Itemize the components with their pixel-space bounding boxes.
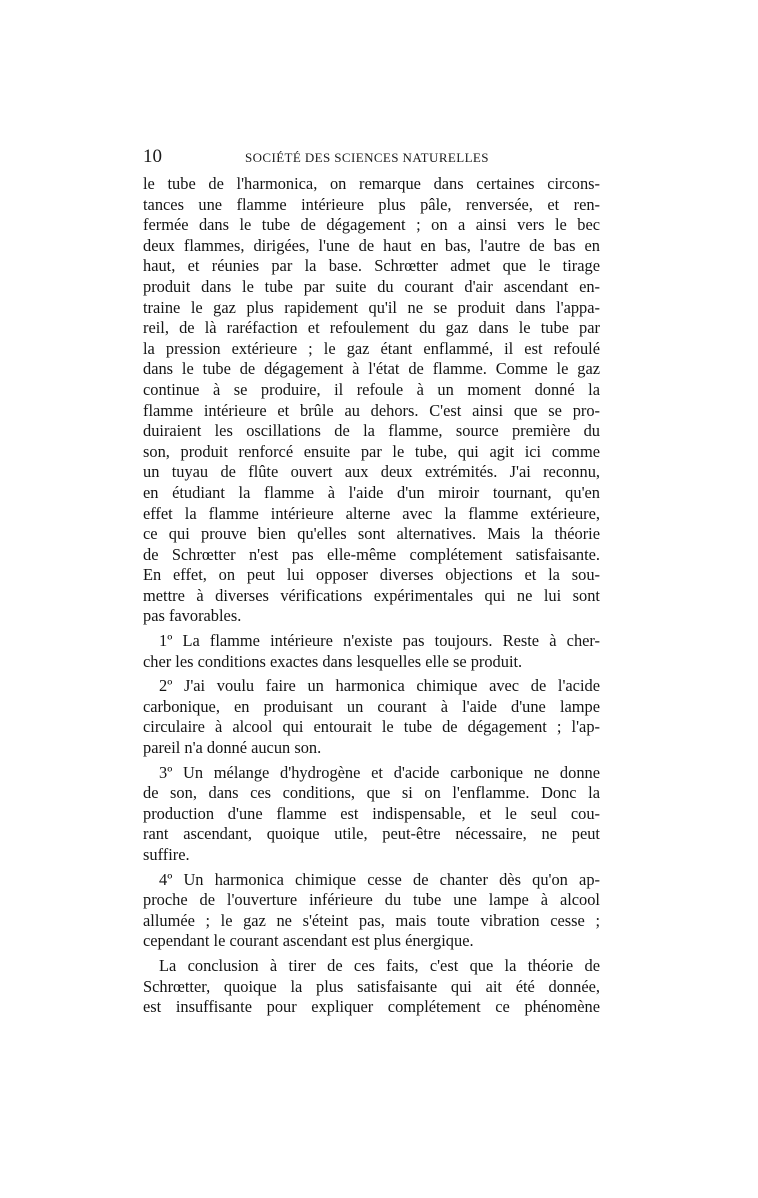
text-line: allumée ; le gaz ne s'éteint pas, mais toute vibration cesse ; — [143, 910, 600, 930]
page-header — [143, 146, 600, 170]
text-line: son, produit renforcé ensuite par le tube, qui agit ici comme — [143, 441, 600, 461]
text-line: reil, de là raréfaction et refoulement du gaz dans le tube par — [143, 318, 600, 338]
text-line: traine le gaz plus rapidement qu'il ne se produit dans l'appa- — [143, 297, 600, 317]
text-line: tances une flamme intérieure plus pâle, renversée, et ren- — [143, 194, 600, 214]
text-line: carbonique, en produisant un courant à l'aide d'une lampe — [143, 696, 600, 716]
text-line: 1º La flamme intérieure n'existe pas toujours. Reste à cher- — [159, 631, 600, 651]
text-line: flamme intérieure et brûle au dehors. C'est ainsi que se pro- — [143, 400, 600, 420]
text-line: fermée dans le tube de dégagement ; on a ainsi vers le bec — [143, 215, 600, 235]
text-line: cher les conditions exactes dans lesquelles elle se produit. — [143, 651, 523, 671]
text-line: 2º J'ai voulu faire un harmonica chimique avec de l'acide — [159, 676, 600, 696]
text-line: proche de l'ouverture inférieure du tube une lampe à alcool — [143, 890, 600, 910]
text-line: de Schrœtter n'est pas elle-même complétement satisfaisante. — [143, 544, 600, 564]
paragraph — [143, 174, 600, 627]
paragraph — [143, 870, 600, 952]
text-line: la pression extérieure ; le gaz étant enflammé, il est refoulé — [143, 338, 600, 358]
text-line: cependant le courant ascendant est plus énergique. — [143, 931, 474, 951]
text-line: circulaire à alcool qui entourait le tube de dégagement ; l'ap- — [143, 717, 600, 737]
text-line: le tube de l'harmonica, on remarque dans certaines circons- — [143, 174, 600, 193]
text-line: 3º Un mélange d'hydrogène et d'acide carbonique ne donne — [159, 762, 600, 782]
text-line: continue à se produire, il refoule à un moment donné la — [143, 379, 600, 399]
text-line: de son, dans ces conditions, que si on l'enflamme. Donc la — [143, 783, 600, 803]
text-line: effet la flamme intérieure alterne avec la flamme extérieure, — [143, 503, 600, 523]
text-line: mettre à diverses vérifications expérimentales qui ne lui sont — [143, 585, 600, 605]
text-line: en étudiant la flamme à l'aide d'un miroir tournant, qu'en — [143, 482, 600, 502]
body-text — [143, 174, 600, 1018]
text-line: deux flammes, dirigées, l'une de haut en bas, l'autre de bas en — [143, 235, 600, 255]
text-line: suffire. — [143, 845, 190, 864]
text-line: pareil n'a donné aucun son. — [143, 738, 322, 758]
running-title: SOCIÉTÉ DES SCIENCES NATURELLES — [245, 150, 489, 165]
text-line: ce qui prouve bien qu'elles sont alternatives. Mais la théorie — [143, 524, 600, 544]
text-line: Schrœtter, quoique la plus satisfaisante qui ait été donnée, — [143, 976, 600, 996]
text-line: La conclusion à tirer de ces faits, c'est que la théorie de — [159, 955, 600, 975]
text-line: rant ascendant, quoique utile, peut-être nécessaire, ne peut — [143, 824, 600, 844]
text-line: duiraient les oscillations de la flamme, source première du — [143, 421, 600, 441]
text-line: production d'une flamme est indispensable, et le seul cou- — [143, 803, 600, 823]
text-line: dans le tube de dégagement à l'état de flamme. Comme le gaz — [143, 359, 600, 379]
paragraph — [143, 956, 600, 1018]
text-line: pas favorables. — [143, 606, 242, 626]
paragraph — [143, 676, 600, 758]
paragraph — [143, 763, 600, 866]
text-line: produit dans le tube par suite du courant d'air ascendant en- — [143, 276, 600, 296]
text-line: 4º Un harmonica chimique cesse de chanter dès qu'on ap- — [159, 869, 600, 889]
text-line: haut, et réunies par la base. Schrœtter admet que le tirage — [143, 256, 600, 276]
page-number: 10 — [143, 146, 162, 167]
text-line: un tuyau de flûte ouvert aux deux extrémités. J'ai reconnu, — [143, 462, 600, 482]
text-line: est insuffisante pour expliquer complétement ce phénomène — [143, 997, 600, 1017]
text-line: En effet, on peut lui opposer diverses objections et la sou- — [143, 565, 600, 585]
paragraph — [143, 631, 600, 672]
